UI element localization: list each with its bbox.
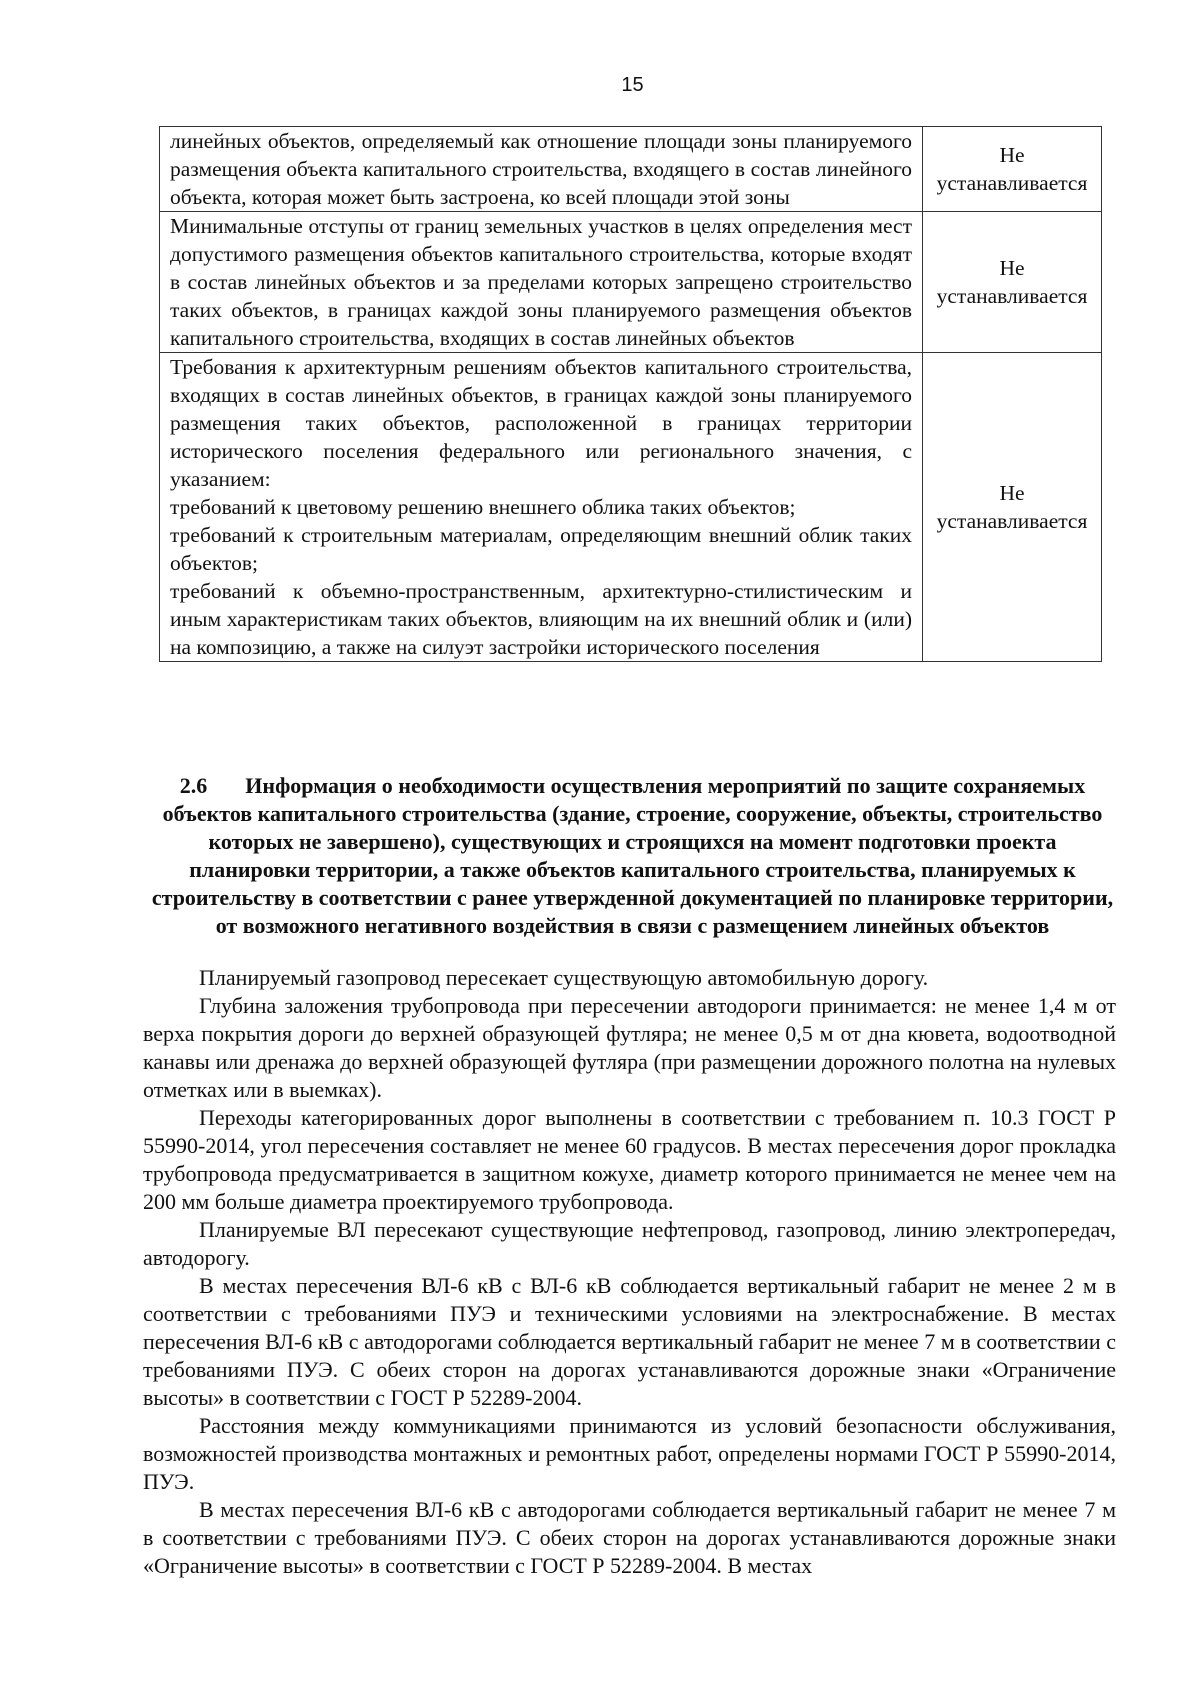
table-row <box>160 127 1102 212</box>
requirement-text: требований к объемно-пространственным, архитектурно-стилистическим и иным характеристикам таких объектов, влияющим на их внешний облик и (или) на композицию, а также на силуэт застройки исторического поселения <box>170 579 912 659</box>
requirement-text: требований к цветовому решению внешнего облика таких объектов; <box>170 495 796 519</box>
requirement-value: Не устанавливается <box>923 127 1102 212</box>
section-title: Информация о необходимости осуществления мероприятий по защите сохраняемых объектов капитального строительства (здание, строение, сооружение, объекты, строительство которых не завершено), существующих и строящихся на момент подготовки проекта планировки территории, а также объектов капитального строительства, планируемых к строительству в соответствии с ранее утвержденной документацией по планировке территории, от возможного негативного воздействия в связи с размещением линейных объектов <box>151 773 1114 938</box>
requirement-text-cell <box>160 353 923 662</box>
page-number: 15 <box>621 74 644 96</box>
requirement-value: Не устанавливается <box>923 212 1102 353</box>
section-number: 2.6 <box>179 773 208 798</box>
requirement-value: Не устанавливается <box>923 353 1102 662</box>
requirement-text: Минимальные отступы от границ земельных участков в целях определения мест допустимого размещения объектов капитального строительства, которые входят в состав линейных объектов и за пределами которых запрещено строительство таких объектов, в границах каждой зоны планируемого размещения объектов капитального строительства, входящих в состав линейных объектов <box>170 214 912 350</box>
paragraph: В местах пересечения ВЛ-6 кВ с автодорогами соблюдается вертикальный габарит не менее 7 м в соответствии с требованиями ПУЭ. С обеих сторон на дорогах устанавливаются дорожные знаки «Ограничение высоты» в соответствии с ГОСТ Р 52289-2004. В местах <box>143 1497 1116 1578</box>
paragraph: В местах пересечения ВЛ-6 кВ с ВЛ-6 кВ соблюдается вертикальный габарит не менее 2 м в соответствии с требованиями ПУЭ и техническими условиями на электроснабжение. В местах пересечения ВЛ-6 кВ с автодорогами соблюдается вертикальный габарит не менее 7 м в соответствии с требованиями ПУЭ. С обеих сторон на дорогах устанавливаются дорожные знаки «Ограничение высоты» в соответствии с ГОСТ Р 52289-2004. <box>143 1273 1116 1410</box>
paragraph: Планируемые ВЛ пересекают существующие нефтепровод, газопровод, линию электропередач, автодорогу. <box>143 1217 1116 1270</box>
requirement-text-cell <box>160 212 923 353</box>
paragraph: Планируемый газопровод пересекает существующую автомобильную дорогу. <box>199 965 929 990</box>
paragraph: Расстояния между коммуникациями принимаются из условий безопасности обслуживания, возможностей производства монтажных и ремонтных работ, определены нормами ГОСТ Р 55990-2014, ПУЭ. <box>143 1413 1116 1494</box>
paragraph: Переходы категорированных дорог выполнены в соответствии с требованием п. 10.3 ГОСТ Р 55990-2014, угол пересечения составляет не менее 60 градусов. В местах пересечения дорог прокладка трубопровода предусматривается в защитном кожухе, диаметр которого принимается не менее чем на 200 мм больше диаметра проектируемого трубопровода. <box>143 1105 1116 1214</box>
table-row <box>160 353 1102 662</box>
paragraph: Глубина заложения трубопровода при пересечении автодороги принимается: не менее 1,4 м от верха покрытия дороги до верхней образующей футляра; не менее 0,5 м от дна кювета, водоотводной канавы или дренажа до верхней образующей футляра (при размещении дорожного полотна на нулевых отметках или в выемках). <box>143 993 1116 1102</box>
section-heading <box>150 772 1115 940</box>
table-row <box>160 212 1102 353</box>
requirement-text: требований к строительным материалам, определяющим внешний облик таких объектов; <box>170 523 912 575</box>
requirements-table <box>159 126 1102 662</box>
requirement-text: линейных объектов, определяемый как отношение площади зоны планируемого размещения объекта капитального строительства, входящего в состав линейного объекта, которая может быть застроена, ко всей площади этой зоны <box>170 129 912 209</box>
requirement-text-cell <box>160 127 923 212</box>
body-text <box>143 964 1116 1580</box>
requirement-text: Требования к архитектурным решениям объектов капитального строительства, входящих в состав линейных объектов, в границах каждой зоны планируемого размещения таких объектов, расположенной в границах территории исторического поселения федерального или регионального значения, с указанием: <box>170 355 912 491</box>
